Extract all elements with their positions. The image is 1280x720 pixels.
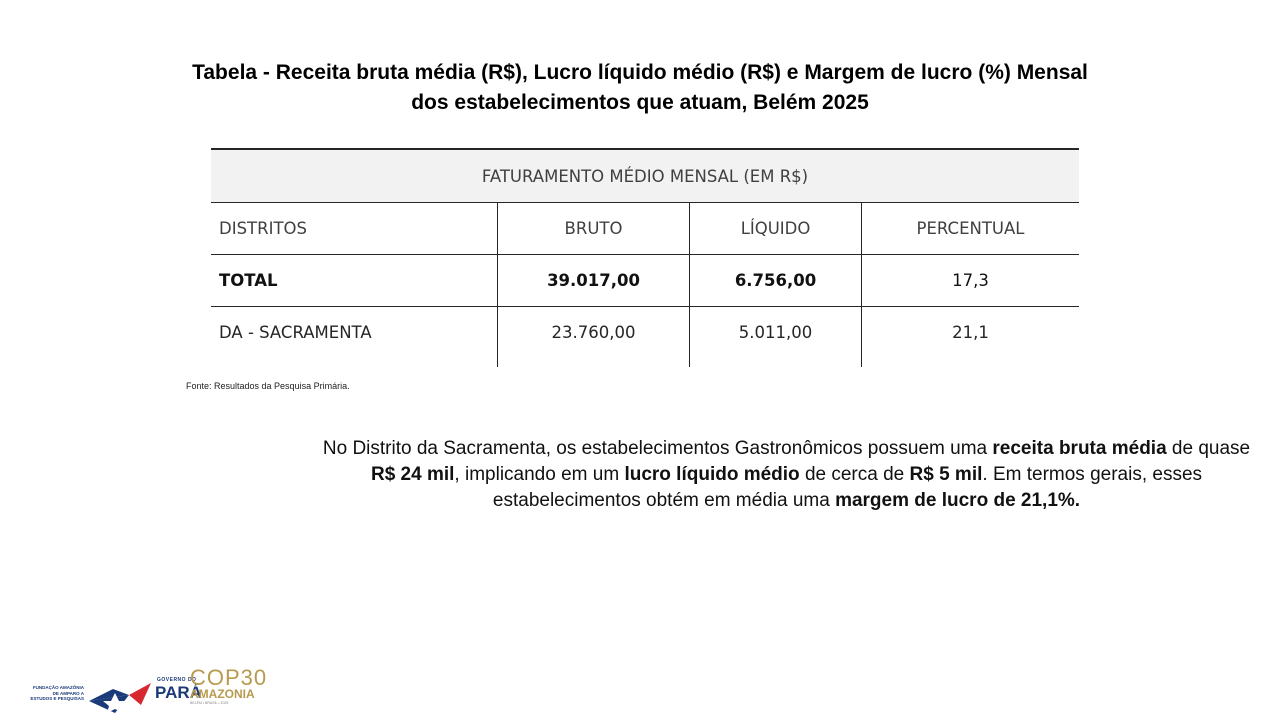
cop30-logo-text: COP30	[190, 665, 268, 690]
header-bruto: BRUTO	[498, 203, 690, 255]
para-flag-star-icon	[85, 675, 155, 715]
highlight-lucro-valor: R$ 5 mil	[909, 464, 983, 485]
text-run: No Distrito da Sacramenta, os estabelecimentos Gastronômicos possuem uma	[322, 438, 993, 459]
header-liquido: LÍQUIDO	[690, 203, 862, 255]
para-logo-text: PARÁ	[155, 683, 202, 702]
cell-liquido: 5.011,00	[690, 307, 862, 368]
cell-percentual: 21,1	[952, 323, 989, 342]
highlight-receita: receita bruta média	[992, 438, 1167, 459]
cell-bruto: 39.017,00	[498, 255, 690, 307]
governo-do-text: GOVERNO DO	[157, 677, 197, 683]
header-distritos: DISTRITOS	[211, 203, 498, 255]
title-line-2: dos estabelecimentos que atuam, Belém 2025	[411, 91, 869, 114]
header-percentual: PERCENTUAL	[862, 203, 1079, 255]
table-caption: FATURAMENTO MÉDIO MENSAL (EM R$)	[211, 149, 1079, 203]
slide-title	[130, 58, 1150, 118]
cell-liquido: 6.756,00	[690, 255, 862, 307]
text-run: de cerca de	[799, 464, 910, 485]
title-line-1: Tabela - Receita bruta média (R$), Lucro líquido médio (R$) e Margem de lucro (%) Mensal	[192, 61, 1088, 84]
table-row-sacramenta	[211, 307, 1079, 368]
cop30-subtext: BELÉM • BRASIL • 2025	[190, 701, 229, 705]
footer-logos	[30, 663, 280, 715]
text-run: , implicando em um	[454, 464, 625, 485]
fapespa-logo-text: FUNDAÇÃO AMAZÔNIA DE AMPARO A ESTUDOS E PESQUISAS	[30, 685, 84, 701]
highlight-margem: margem de lucro de 21,1%.	[835, 490, 1081, 511]
cell-distrito: DA - SACRAMENTA	[211, 307, 498, 368]
amazonia-logo-text: AMAZONIA	[190, 687, 255, 701]
revenue-table	[211, 148, 1079, 367]
table-row-total	[211, 255, 1079, 307]
summary-paragraph	[318, 436, 1255, 514]
highlight-receita-valor: R$ 24 mil	[370, 464, 455, 485]
source-note: Fonte: Resultados da Pesquisa Primária.	[186, 381, 350, 391]
cell-distrito: TOTAL	[211, 255, 498, 307]
cell-percentual: 17,3	[862, 255, 1079, 307]
table-header-row	[211, 203, 1079, 255]
cell-bruto: 23.760,00	[498, 307, 690, 368]
text-run: . Em termos gerais, esses estabelecimentos obtém em média uma	[492, 464, 1203, 511]
highlight-lucro: lucro líquido médio	[624, 464, 800, 485]
text-run: de quase	[1166, 438, 1251, 459]
